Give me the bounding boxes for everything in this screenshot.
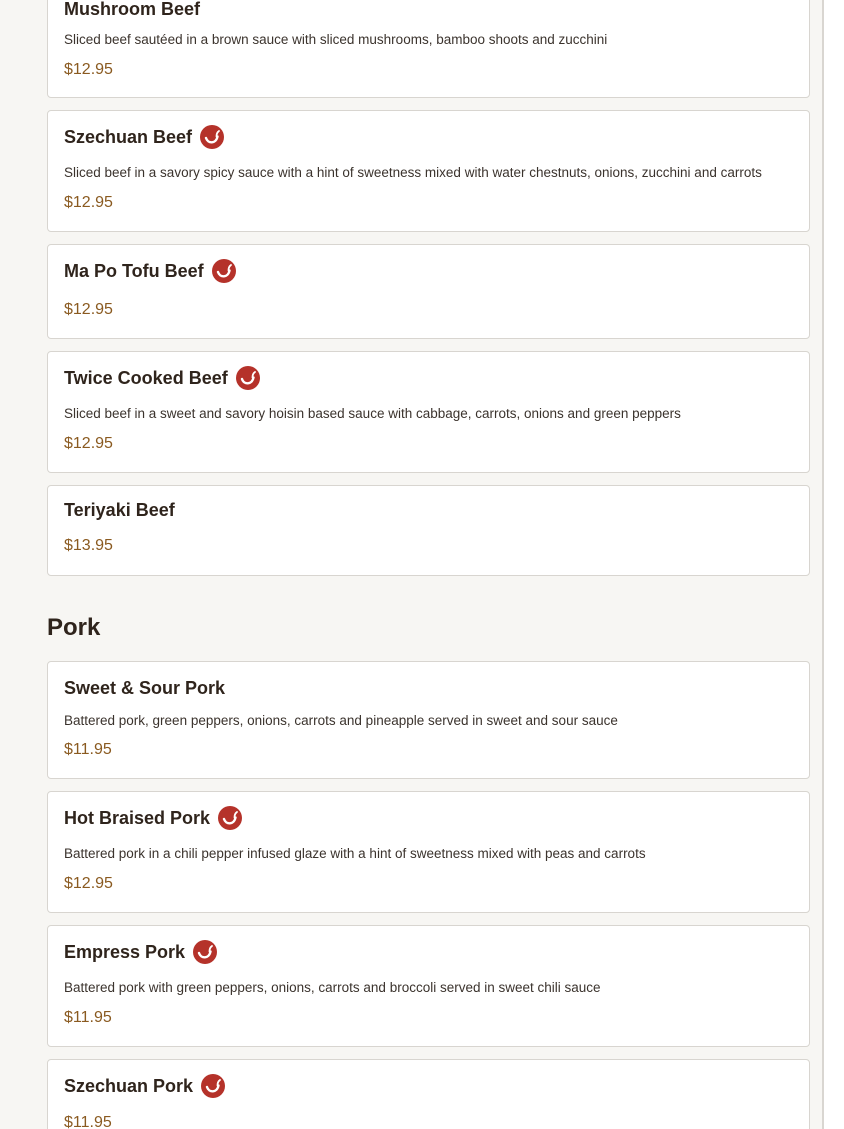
menu-item-name: Teriyaki Beef (64, 500, 175, 520)
menu-item-header (64, 940, 217, 964)
menu-item-name: Twice Cooked Beef (64, 367, 228, 388)
menu-item-description: Battered pork, green peppers, onions, carrots and pineapple served in sweet and sour sauce (64, 713, 618, 728)
menu-item-price: $11.95 (64, 1009, 112, 1026)
menu-item-card[interactable] (47, 791, 810, 913)
menu-item-price: $12.95 (64, 435, 113, 452)
menu-item-header (64, 366, 260, 390)
chili-pepper-icon (218, 806, 242, 830)
menu-item-header (64, 259, 236, 283)
menu-item-description: Battered pork in a chili pepper infused glaze with a hint of sweetness mixed with peas and carrots (64, 846, 646, 861)
menu-item-card[interactable] (47, 110, 810, 232)
menu-item-card[interactable] (47, 661, 810, 779)
menu-item-description: Battered pork with green peppers, onions, carrots and broccoli served in sweet chili sauce (64, 980, 601, 995)
menu-item-description: Sliced beef in a sweet and savory hoisin based sauce with cabbage, carrots, onions and green peppers (64, 406, 681, 421)
menu-item-name: Ma Po Tofu Beef (64, 260, 204, 281)
menu-item-header (64, 0, 200, 20)
menu-item-header (64, 500, 175, 521)
menu-item-name: Szechuan Beef (64, 126, 193, 147)
menu-item-price: $12.95 (64, 194, 113, 211)
menu-item-card[interactable] (47, 925, 810, 1047)
menu-item-description: Sliced beef in a savory spicy sauce with a hint of sweetness mixed with water chestnuts, onions, zucchini and carrots (64, 165, 762, 180)
menu-item-price: $11.95 (64, 741, 112, 758)
menu-item-header (64, 678, 225, 699)
menu-item-name: Sweet & Sour Pork (64, 678, 226, 698)
chili-pepper-icon (201, 1074, 225, 1098)
menu-item-description: Sliced beef sautéed in a brown sauce with sliced mushrooms, bamboo shoots and zucchini (64, 32, 608, 47)
menu-item-header (64, 125, 224, 149)
menu-item-card[interactable] (47, 0, 810, 98)
right-margin (824, 0, 844, 1129)
menu-item-name: Szechuan Pork (64, 1075, 194, 1096)
menu-item-name: Hot Braised Pork (64, 807, 211, 828)
menu-item-name: Empress Pork (64, 941, 186, 962)
chili-pepper-icon (236, 366, 260, 390)
chili-pepper-icon (212, 259, 236, 283)
chili-pepper-icon (193, 940, 217, 964)
menu-item-price: $12.95 (64, 301, 113, 318)
menu-item-price: $11.95 (64, 1114, 112, 1129)
menu-item-name: Mushroom Beef (64, 0, 201, 19)
menu-item-card[interactable] (47, 1059, 810, 1129)
menu-item-header (64, 806, 242, 830)
menu-item-card[interactable] (47, 244, 810, 339)
chili-pepper-icon (200, 125, 224, 149)
menu-item-card[interactable] (47, 485, 810, 576)
menu-item-price: $12.95 (64, 61, 113, 78)
section-title-pork: Pork (47, 614, 101, 641)
menu-item-header (64, 1074, 225, 1098)
menu-item-price: $12.95 (64, 875, 113, 892)
menu-item-price: $13.95 (64, 537, 113, 554)
menu-item-card[interactable] (47, 351, 810, 473)
